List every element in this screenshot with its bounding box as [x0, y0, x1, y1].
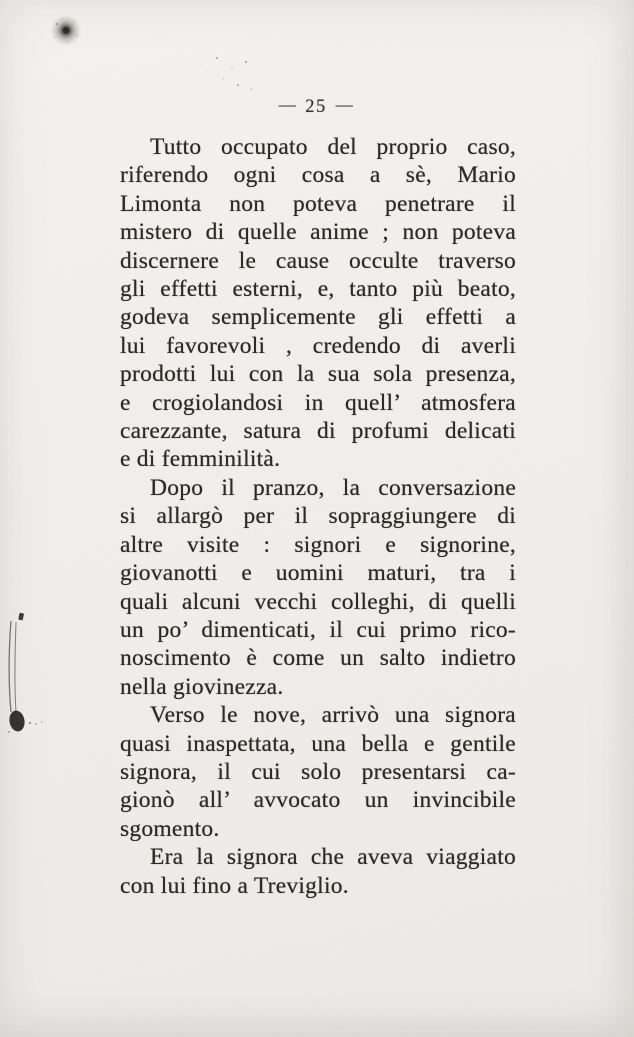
text-line: Dopo il pranzo, la conversazione [150, 474, 516, 501]
text-line: noscimento è come un salto indietro [120, 645, 516, 672]
text-line: e crogiolandosi in quell’ atmosfera [120, 389, 516, 416]
text-line: mistero di quelle anime ; non poteva [120, 219, 516, 246]
text-line: signora, il cui solo presentarsi ca- [120, 758, 516, 785]
text-line: altre visite : signori e signorine, [120, 531, 516, 558]
header-dash-left: — [278, 95, 297, 114]
text-line: discernere le cause occulte traverso [120, 247, 516, 274]
text-line: godeva semplicemente gli effetti a [120, 304, 516, 331]
text-line: lui favorevoli , credendo di averli [120, 332, 516, 359]
binding-thread-mark [0, 595, 70, 755]
page-header [118, 96, 514, 118]
text-line: e di femminilità. [120, 446, 281, 473]
text-line: giovanotti e uomini maturi, tra i [120, 560, 516, 587]
header-dash-right: — [335, 95, 354, 114]
text-line: sgomento. [120, 815, 220, 842]
text-line: nella giovinezza. [120, 673, 284, 700]
text-line: un po’ dimenticati, il cui primo rico- [120, 616, 516, 643]
text-line: si allargò per il sopraggiungere di [120, 503, 516, 530]
text-line: carezzante, satura di profumi delicati [120, 418, 516, 445]
page-number: 25 [305, 97, 327, 117]
ink-blot [50, 15, 82, 47]
dust-specks [0, 0, 2, 2]
text-line: Verso le nove, arrivò una signora [150, 702, 516, 729]
text-line: quasi inaspettata, una bella e gentile [120, 730, 516, 757]
text-line: Limonta non poteva penetrare il [120, 190, 516, 217]
text-line: prodotti lui con la sua sola presenza, [120, 361, 516, 388]
text-line: riferendo ogni cosa a sè, Mario [120, 162, 516, 189]
text-line: con lui fino a Treviglio. [120, 872, 349, 899]
text-line: Tutto occupato del proprio caso, [150, 134, 516, 160]
text-line: gli effetti esterni, e, tanto più beato, [120, 276, 516, 303]
text-block [120, 133, 516, 900]
text-line: gionò all’ avvocato un invincibile [120, 787, 516, 814]
text-line: quali alcuni vecchi colleghi, di quelli [120, 588, 516, 615]
text-line: Era la signora che aveva viaggiato [150, 844, 516, 871]
